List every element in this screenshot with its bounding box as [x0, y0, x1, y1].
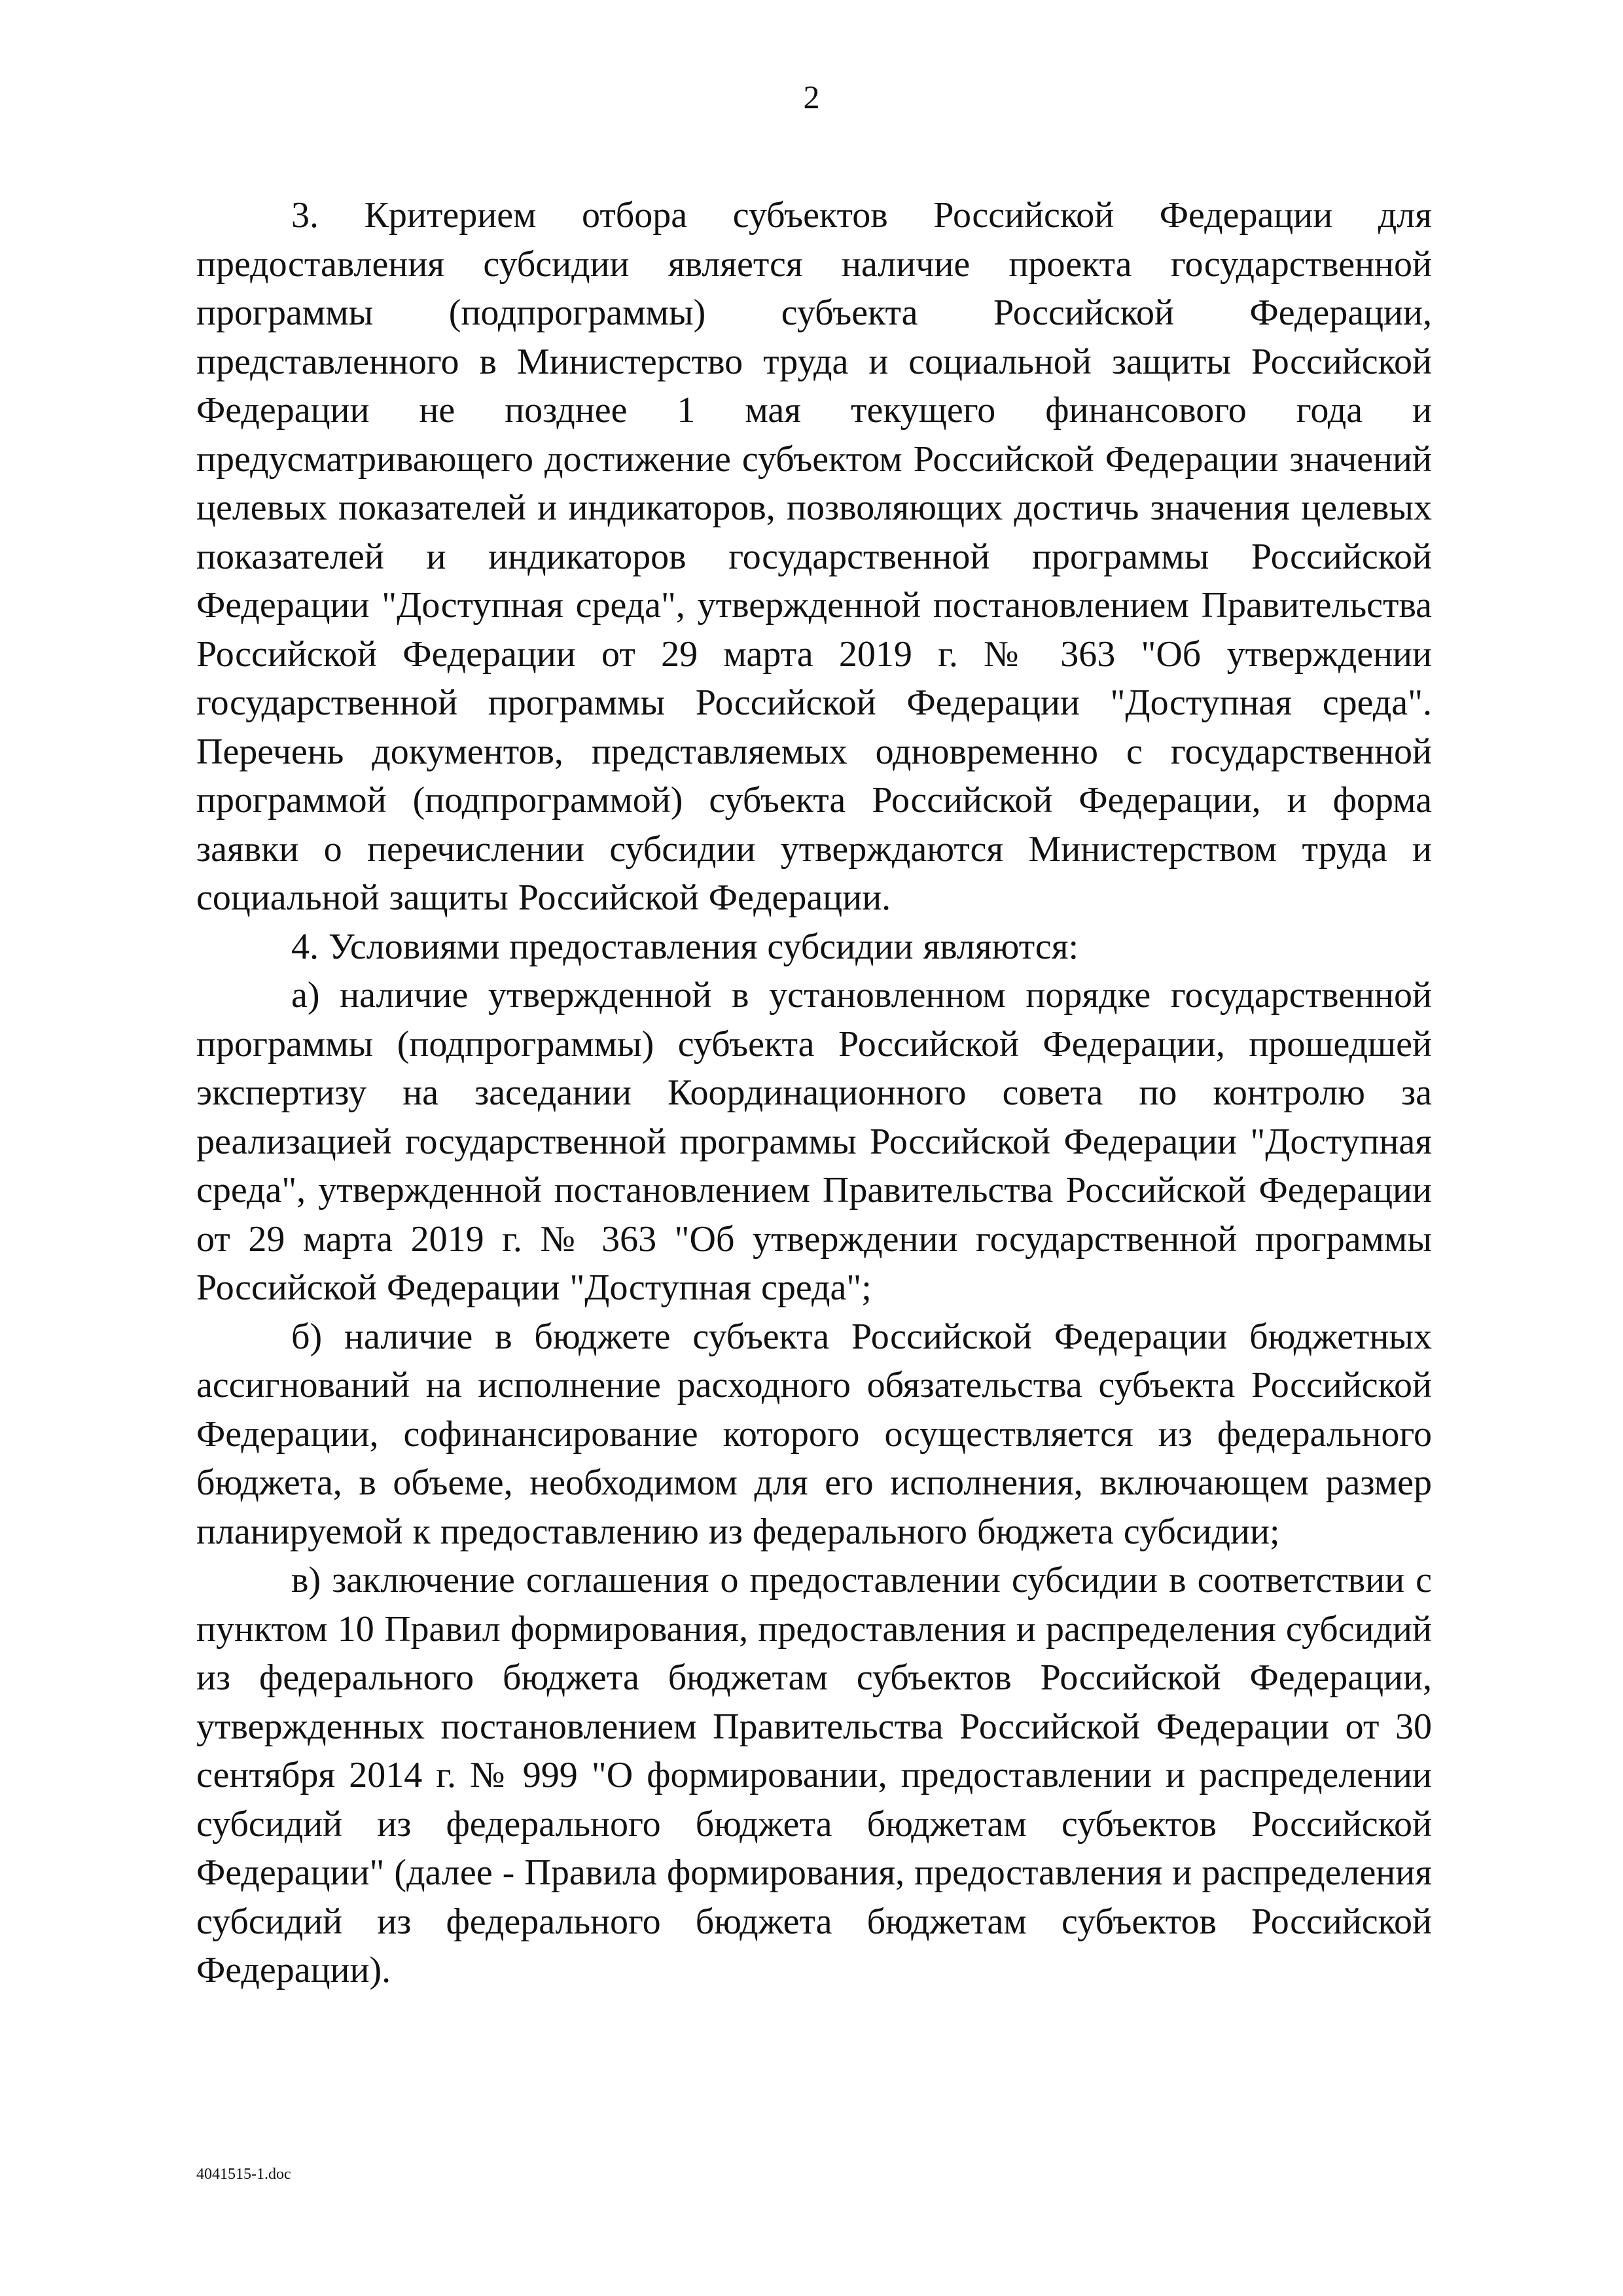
paragraph-4: 4. Условиями предоставления субсидии являются: — [291, 926, 1079, 967]
document-filename-footer: 4041515-1.doc — [196, 2166, 291, 2183]
page-number: 2 — [803, 79, 820, 115]
paragraph-4b: б) наличие в бюджете субъекта Российской Федерации бюджетных ассигнований на исполнение расходного обязательства субъекта Российской Федерации, софинансирование которого осуществляется из федерального бюджета, в объеме, необходимом для его исполнения, включающем размер планируемой к предоставлению из федерального бюджета субсидии; — [196, 1316, 1432, 1552]
document-body — [196, 191, 1432, 1995]
paragraph-3: 3. Критерием отбора субъектов Российской Федерации для предоставления субсидии является наличие проекта государственной программы (подпрограммы) субъекта Российской Федерации, представленного в Министерство труда и социальной защиты Российской Федерации не позднее 1 мая текущего финансового года и предусматривающего достижение субъектом Российской Федерации значений целевых показателей и индикаторов, позволяющих достичь значения целевых показателей и индикаторов государственной программы Российской Федерации "Доступная среда", утвержденной постановлением Правительства Российской Федерации от 29 марта 2019 г. № 363 "Об утверждении государственной программы Российской Федерации "Доступная среда". Перечень документов, представляемых одновременно с государственной программой (подпрограммой) субъекта Российской Федерации, и форма заявки о перечислении субсидии утверждаются Министерством труда и социальной защиты Российской Федерации. — [196, 195, 1432, 918]
paragraph-4a: а) наличие утвержденной в установленном порядке государственной программы (подпрограммы) субъекта Российской Федерации, прошедшей экспертизу на заседании Координационного совета по контролю за реализацией государственной программы Российской Федерации "Доступная среда", утвержденной постановлением Правительства Российской Федерации от 29 марта 2019 г. № 363 "Об утверждении государственной программы Российской Федерации "Доступная среда"; — [196, 975, 1432, 1308]
paragraph-4v: в) заключение соглашения о предоставлении субсидии в соответствии с пунктом 10 Правил формирования, предоставления и распределения субсидий из федерального бюджета бюджетам субъектов Российской Федерации, утвержденных постановлением Правительства Российской Федерации от 30 сентября 2014 г. № 999 "О формировании, предоставлении и распределении субсидий из федерального бюджета бюджетам субъектов Российской Федерации" (далее - Правила формирования, предоставления и распределения субсидий из федерального бюджета бюджетам субъектов Российской Федерации). — [196, 1560, 1432, 1990]
